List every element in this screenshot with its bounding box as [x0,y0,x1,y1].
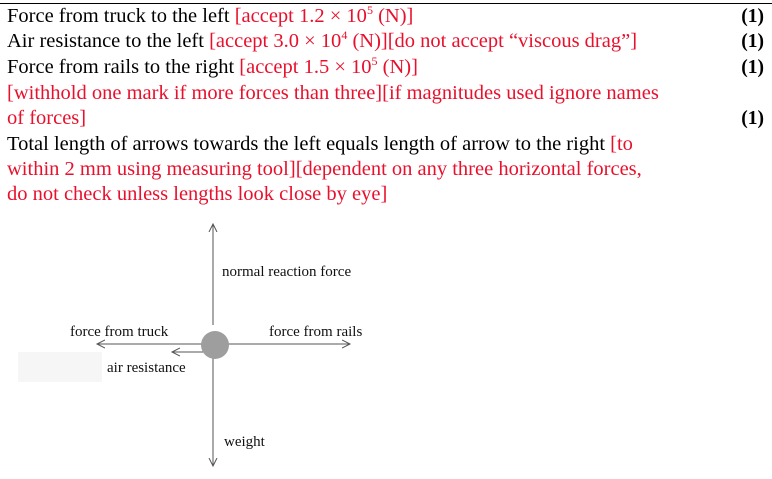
label-air-resistance: air resistance [107,360,186,376]
label-normal-reaction: normal reaction force [222,264,352,280]
label-rails: force from rails [269,324,363,340]
mark-4: (1) [741,108,764,129]
accept-note: [accept $1.2 \times 10^5$ (N)] [234,3,414,27]
line-text: Air resistance to the left [7,30,210,52]
label-truck: force from truck [70,324,169,340]
accept-note: [accept $3.0 \times 10^4$ (N)][do not accept “viscous drag”] [209,28,638,52]
total-note: [to [610,133,633,155]
accept-note: [accept $1.5 \times 10^5$ (N)] [239,54,418,78]
object-dot [201,331,229,359]
line-text: Force from truck to the left [7,5,235,27]
total-line-1 [7,132,707,157]
scheme-line-air [7,29,707,54]
total-text: Total length of arrows towards the left equals length of arrow to the right [7,133,611,155]
scheme-line-rails [7,55,707,80]
mark-1: (1) [741,6,764,27]
mark-3: (1) [741,57,764,78]
withhold-note-2: of forces] [7,107,87,129]
line-text: Force from rails to the right [7,56,240,78]
withhold-note-1: [withhold one mark if more forces than three][if magnitudes used ignore names [7,82,659,104]
mark-2: (1) [741,31,764,52]
free-body-diagram [0,220,772,479]
scheme-line-truck [7,4,707,29]
total-line-2: within 2 mm using measuring tool][dependent on any three horizontal forces, [7,158,642,180]
total-line-3: do not check unless lengths look close by eye] [7,183,388,205]
label-weight: weight [224,434,265,450]
